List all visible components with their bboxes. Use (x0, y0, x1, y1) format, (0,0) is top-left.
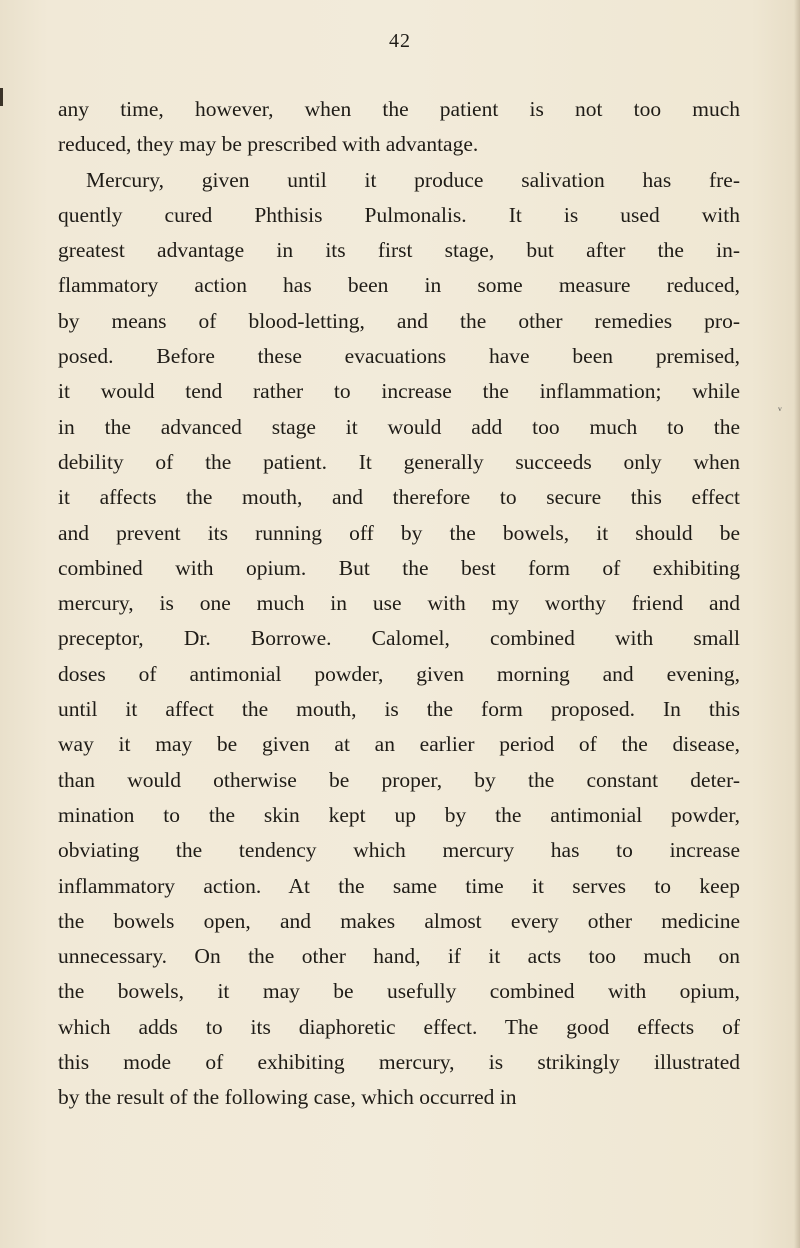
text-line: the bowels open, and makes almost every other medicine (58, 908, 740, 933)
text-line: by the result of the following case, which occurred in (58, 1085, 517, 1110)
text-line: unnecessary. On the other hand, if it acts too much on (58, 944, 740, 969)
text-line: until it affect the mouth, is the form proposed. In this (58, 697, 740, 722)
text-line: flammatory action has been in some measure reduced, (58, 273, 740, 298)
page-edge-shadow (794, 0, 800, 1248)
text-line: combined with opium. But the best form of exhibiting (58, 555, 740, 580)
text-line: in the advanced stage it would add too much to the (58, 414, 740, 439)
text-line: way it may be given at an earlier period of the disease, (58, 732, 740, 757)
text-line: inflammatory action. At the same time it serves to keep (58, 873, 740, 898)
text-line: it affects the mouth, and therefore to secure this effect (58, 485, 740, 510)
text-line: it would tend rather to increase the inflammation; while (58, 379, 740, 404)
binding-mark (0, 88, 3, 106)
text-line: mination to the skin kept up by the antimonial powder, (58, 802, 740, 827)
margin-mark: ᵥ (778, 398, 782, 413)
text-line: this mode of exhibiting mercury, is strikingly illustrated (58, 1050, 740, 1075)
text-line: mercury, is one much in use with my worthy friend and (58, 591, 740, 616)
text-line: doses of antimonial powder, given morning and evening, (58, 661, 740, 686)
text-line: obviating the tendency which mercury has to increase (58, 838, 740, 863)
text-line: greatest advantage in its first stage, but after the in- (58, 238, 740, 263)
text-line: debility of the patient. It generally succeeds only when (58, 449, 740, 474)
text-line: reduced, they may be prescribed with advantage. (58, 132, 479, 157)
text-line: which adds to its diaphoretic effect. The good effects of (58, 1014, 740, 1039)
text-line: than would otherwise be proper, by the constant deter- (58, 767, 740, 792)
text-line: preceptor, Dr. Borrowe. Calomel, combined with small (58, 626, 740, 651)
text-line: quently cured Phthisis Pulmonalis. It is used with (58, 202, 740, 227)
text-line: and prevent its running off by the bowels, it should be (58, 520, 740, 545)
text-line: any time, however, when the patient is not too much (58, 97, 740, 121)
text-line: by means of blood-letting, and the other remedies pro- (58, 308, 740, 333)
text-line: the bowels, it may be usefully combined with opium, (58, 979, 740, 1004)
text-line: Mercury, given until it produce salivation has fre- (86, 167, 740, 192)
text-line: posed. Before these evacuations have been premised, (58, 344, 740, 369)
body-text (58, 92, 740, 1116)
page-number: 42 (389, 30, 411, 52)
